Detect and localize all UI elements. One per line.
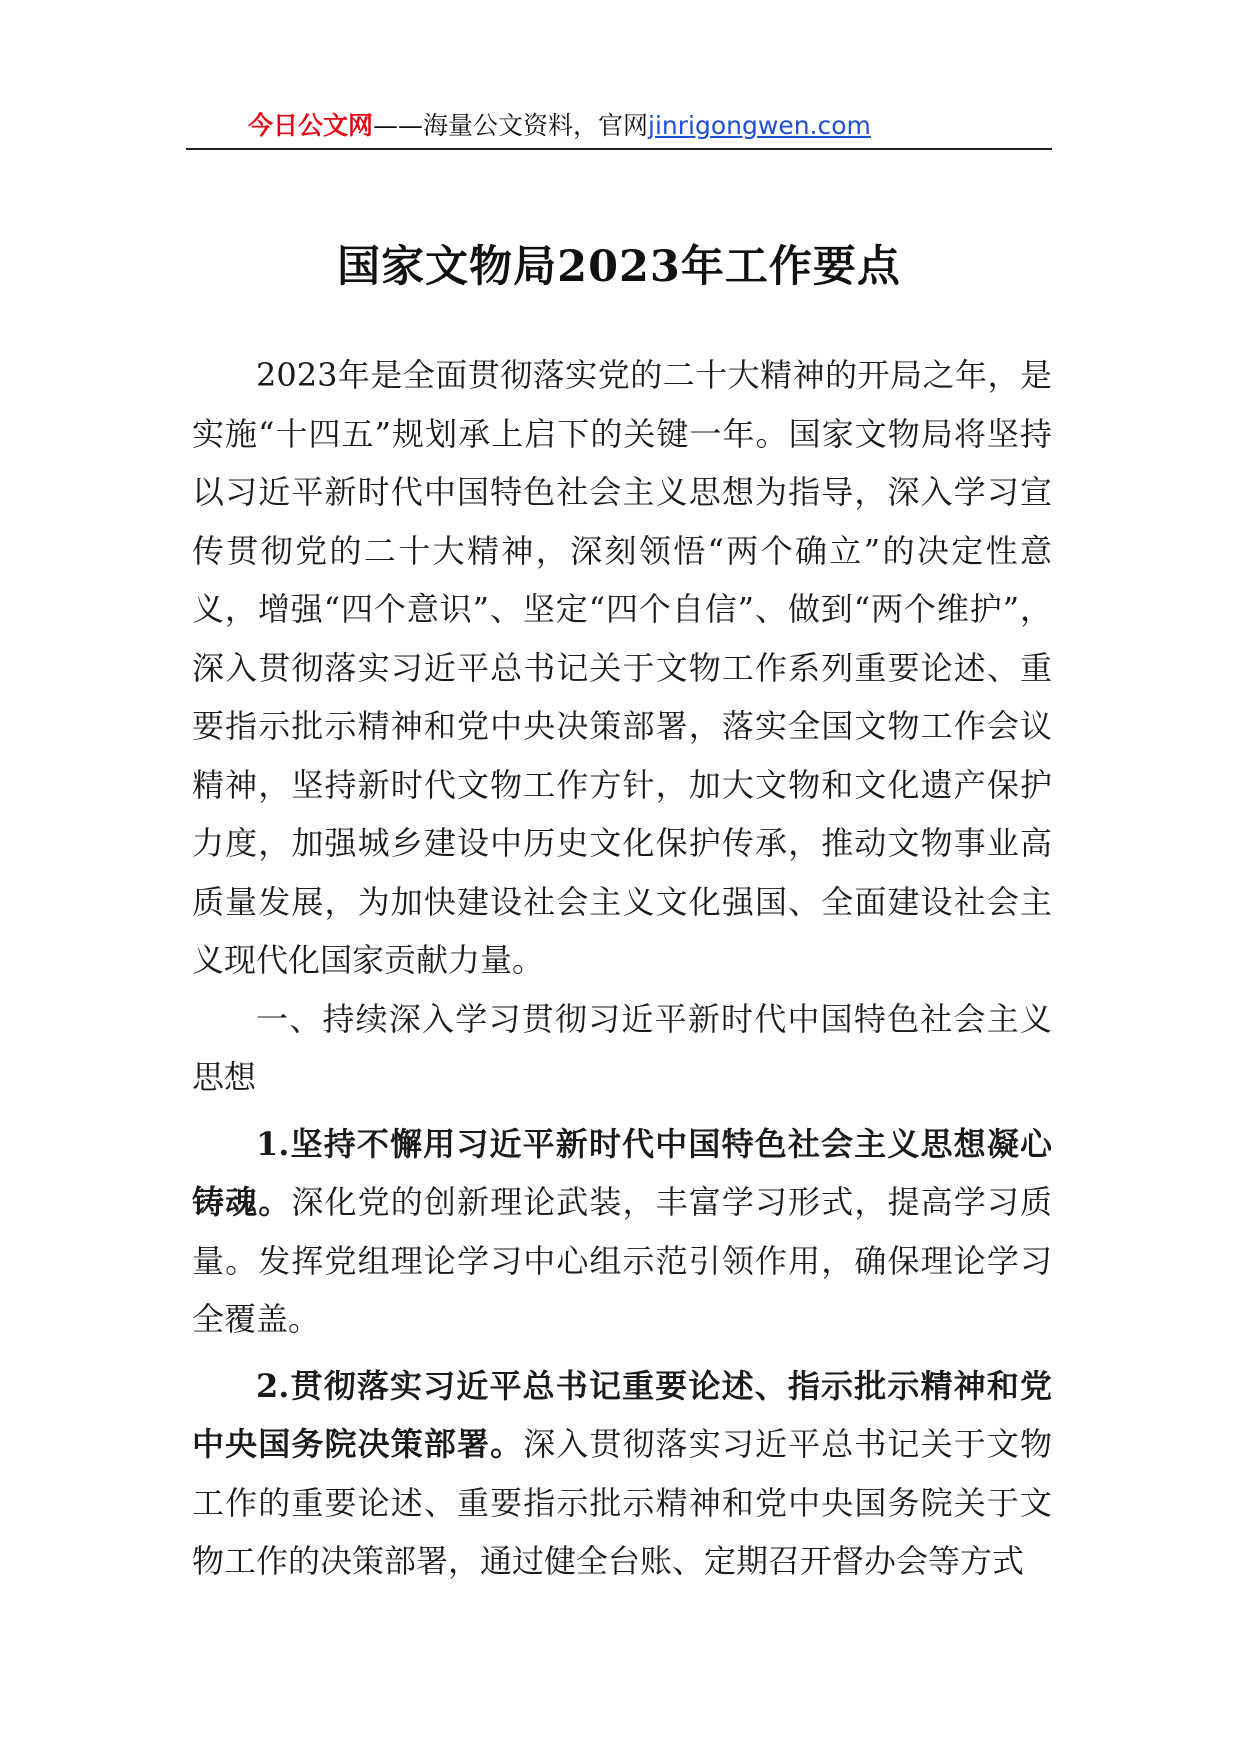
intro-paragraph: 2023年是全面贯彻落实党的二十大精神的开局之年，是实施“十四五”规划承上启下的关键一年。国家文物局将坚持以习近平新时代中国特色社会主义思想为指导，深入学习宣传贯彻党的二十大精神，深刻领悟“两个确立”的决定性意义，增强“四个意识”、坚定“四个自信”、做到“两个维护”，深入贯彻落实习近平总书记关于文物工作系列重要论述、重要指示批示精神和党中央决策部署，落实全国文物工作会议精神，坚持新时代文物工作方针，加大文物和文化遗产保护力度，加强城乡建设中历史文化保护传承，推动文物事业高质量发展，为加快建设社会主义文化强国、全面建设社会主义现代化国家贡献力量。 xyxy=(192,356,1052,979)
item-lead-2: 2.贯彻落实习近平总书记重要论述、指示批示精神和党中央国务院决策部署。 xyxy=(192,1366,1052,1463)
list-item xyxy=(192,1357,1052,1591)
site-url-link[interactable]: jinrigongwen.com xyxy=(648,111,871,140)
list-item xyxy=(192,1115,1052,1349)
item-lead-1: 1.坚持不懈用习近平新时代中国特色社会主义思想凝心铸魂。 xyxy=(192,1124,1052,1221)
site-brand: 今日公文网 xyxy=(248,111,374,140)
site-header xyxy=(248,106,871,146)
item-body-2: 深入贯彻落实习近平总书记关于文物工作的重要论述、重要指示批示精神和党中央国务院关于文物工作的决策部署，通过健全台账、定期召开督办会等方式 xyxy=(192,1425,1052,1580)
item-body-1: 深化党的创新理论武装，丰富学习形式，提高学习质量。发挥党组理论学习中心组示范引领作用，确保理论学习全覆盖。 xyxy=(192,1183,1052,1338)
header-divider xyxy=(186,148,1052,150)
document-body xyxy=(192,346,1052,1591)
site-tagline: ——海量公文资料，官网 xyxy=(373,111,649,140)
document-title: 国家文物局2023年工作要点 xyxy=(337,241,901,292)
section-heading-1: 一、持续深入学习贯彻习近平新时代中国特色社会主义思想 xyxy=(192,999,1052,1096)
